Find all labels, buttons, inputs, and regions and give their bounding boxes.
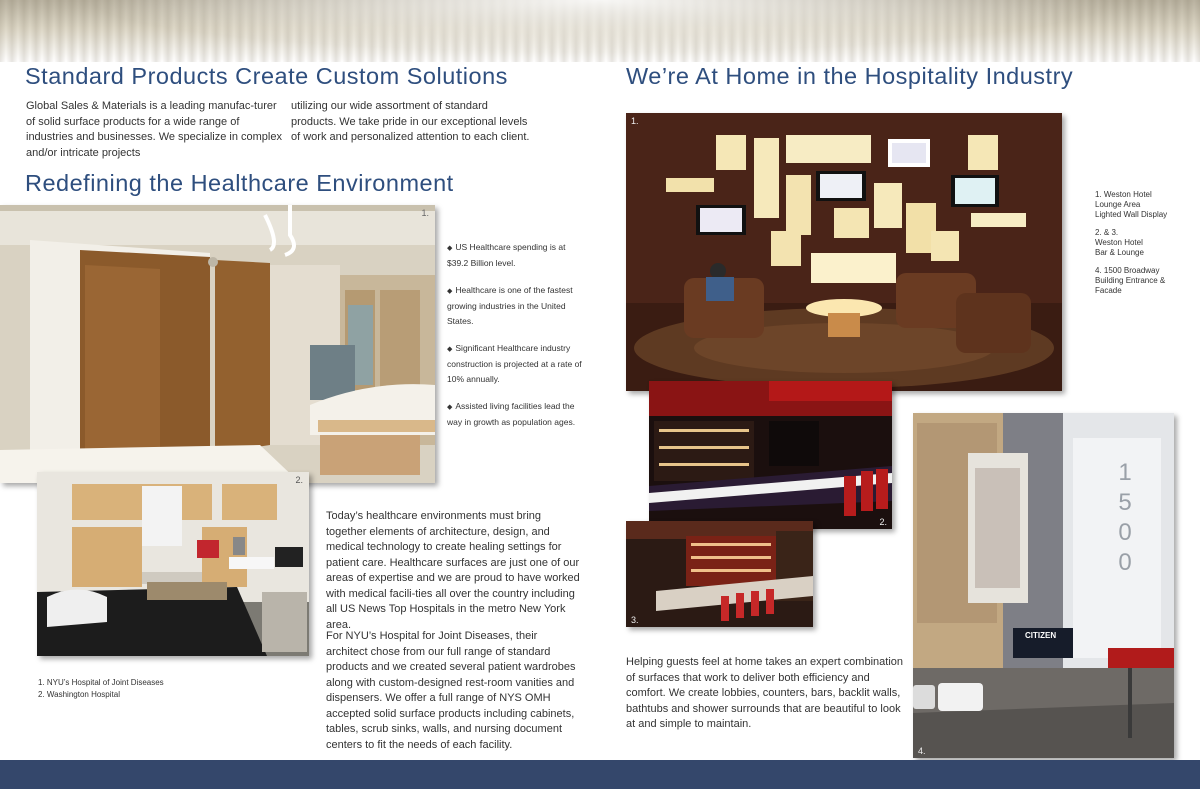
decorative-top-banner <box>0 0 1200 62</box>
caption-item: 1. NYU’s Hospital of Joint Diseases <box>38 678 164 687</box>
photo-number: 3. <box>631 615 639 625</box>
healthcare-paragraph-2: For NYU’s Hospital for Joint Diseases, their architect chose from our full range of standard products and we created several patient wardrobes along with custom-designed rest-room vanities and dispensers. We offer a full range of NYS OMH accepted solid surface products including cabinets, tables, scrub sinks, walls, and nursing document centers to fit the needs of each facility. <box>326 630 576 751</box>
hospitality-photo-captions <box>1095 190 1195 304</box>
healthcare-heading: Redefining the Healthcare Environment <box>25 170 454 196</box>
caption-item: 1. Weston Hotel Lounge Area Lighted Wall Display <box>1095 190 1168 219</box>
hotel-bar-photo <box>649 381 892 529</box>
caption-item: 2. Washington Hospital <box>38 690 120 699</box>
healthcare-paragraph-1: Today’s healthcare environments must bring together elements of architecture, design, and medical technology to create healing settings for patient care. Healthcare surfaces are just one of our areas of expertise and we are proud to have worked with medical facili-ties all over the country including all US News Top Hospitals in the metro New York area. <box>326 510 580 631</box>
standard-products-heading: Standard Products Create Custom Solutions <box>25 63 508 89</box>
hotel-lounge-illustration <box>626 113 1062 391</box>
billboard-sign-text: CITIZEN <box>1025 631 1057 640</box>
footer-bar <box>0 760 1200 789</box>
photo-number: 1. <box>631 116 639 126</box>
intro-column-2: utilizing our wide assortment of standard products. We take pride in our exceptional levels of work and personalized attention to each client. <box>291 100 530 143</box>
hotel-bar-counter-illustration <box>626 521 813 627</box>
caption-item: 2. & 3. Weston Hotel Bar & Lounge <box>1095 228 1144 257</box>
patient-room-illustration <box>37 472 309 656</box>
photo-number: 2. <box>295 475 303 485</box>
photo-number: 2. <box>879 517 887 527</box>
hotel-bar-counter-photo <box>626 521 813 627</box>
photo-number: 1. <box>421 208 429 218</box>
hospital-room-photo <box>0 205 435 483</box>
fact-item: ◆ US Healthcare spending is at $39.2 Billion level. <box>447 240 585 271</box>
fact-item: ◆ Assisted living facilities lead the way in growth as population ages. <box>447 399 585 430</box>
fact-item: ◆ Significant Healthcare industry construction is projected at a rate of 10% annually. <box>447 341 585 387</box>
hospital-room-illustration <box>0 205 435 483</box>
hotel-lounge-photo <box>626 113 1062 391</box>
hotel-bar-illustration <box>649 381 892 529</box>
broadway-building-photo <box>913 413 1174 758</box>
hospitality-paragraph: Helping guests feel at home takes an expert combination of surfaces that work to deliver both efficiency and comfort. We create lobbies, counters, bars, backlit walls, bathtubs and shower surrounds that are beautiful to look at and simple to maintain. <box>626 656 903 730</box>
caption-item: 4. 1500 Broadway Building Entrance & Facade <box>1095 266 1166 295</box>
fact-item: ◆ Healthcare is one of the fastest growing industries in the United States. <box>447 283 585 329</box>
photo-number: 4. <box>918 746 926 756</box>
patient-room-photo <box>37 472 309 656</box>
hospitality-heading: We’re At Home in the Hospitality Industry <box>626 63 1074 89</box>
building-number-text: 1500 <box>1118 459 1132 576</box>
healthcare-photo-captions <box>38 677 238 701</box>
healthcare-facts-list <box>447 240 585 442</box>
intro-column-1: Global Sales & Materials is a leading manufac-turer of solid surface products for a wide range of industries and businesses. We specialize in complex and/or intricate projects <box>26 100 282 159</box>
